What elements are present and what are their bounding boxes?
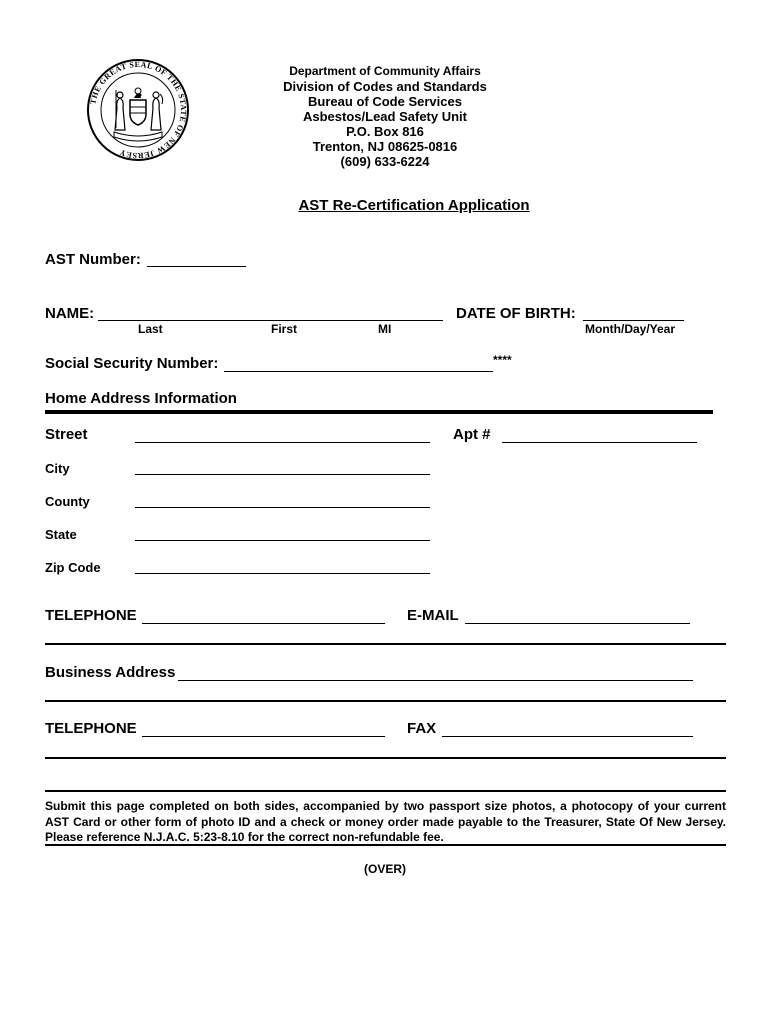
division-name: Division of Codes and Standards	[283, 79, 487, 94]
dob-format-hint: Month/Day/Year	[585, 322, 676, 336]
city-label: City	[45, 461, 70, 476]
agency-header	[230, 63, 540, 169]
city-field[interactable]	[135, 474, 430, 475]
business-telephone-field[interactable]	[142, 736, 385, 737]
business-address-label: Business Address	[45, 664, 176, 681]
business-address-field[interactable]	[178, 680, 693, 681]
telephone-label: TELEPHONE	[45, 607, 137, 624]
section-divider	[45, 410, 713, 414]
section-divider	[45, 757, 726, 759]
business-telephone-label: TELEPHONE	[45, 720, 137, 737]
fax-label: FAX	[407, 720, 437, 737]
over-indicator: (OVER)	[364, 862, 406, 876]
name-label: NAME:	[45, 305, 95, 322]
apt-field[interactable]	[502, 442, 697, 443]
county-label: County	[45, 494, 90, 509]
nj-state-seal	[86, 58, 190, 162]
email-field[interactable]	[465, 623, 690, 624]
name-sublabel-last: Last	[138, 322, 163, 336]
city-state-zip: Trenton, NJ 08625-0816	[312, 139, 458, 154]
street-label: Street	[45, 426, 88, 443]
ssn-label: Social Security Number:	[45, 355, 219, 372]
name-sublabel-mi: MI	[378, 322, 392, 336]
county-field[interactable]	[135, 507, 430, 508]
unit-name: Asbestos/Lead Safety Unit	[303, 109, 467, 124]
ssn-masked-suffix: ****	[493, 353, 512, 367]
state-field[interactable]	[135, 540, 430, 541]
zip-code-field[interactable]	[135, 573, 430, 574]
ast-number-label: AST Number:	[45, 251, 141, 268]
fax-field[interactable]	[442, 736, 693, 737]
telephone-field[interactable]	[142, 623, 385, 624]
seal-text: THE GREAT SEAL OF THE STATE OF NEW JERSEY	[88, 59, 189, 161]
po-box: P.O. Box 816	[346, 124, 424, 139]
ast-number-field[interactable]	[147, 266, 246, 267]
notice-bottom-border	[45, 844, 726, 846]
seal-graphic	[86, 58, 190, 162]
zip-code-label: Zip Code	[45, 560, 101, 575]
section-divider	[45, 700, 726, 702]
dob-label: DATE OF BIRTH:	[456, 305, 576, 322]
section-divider	[45, 643, 726, 645]
form-title: AST Re-Certification Application	[298, 197, 530, 214]
name-field[interactable]	[98, 320, 443, 321]
home-address-heading: Home Address Information	[45, 390, 237, 407]
state-label: State	[45, 527, 77, 542]
bureau-name: Bureau of Code Services	[308, 94, 462, 109]
department-name: Department of Community Affairs	[289, 64, 481, 78]
ssn-field[interactable]	[224, 371, 493, 372]
email-label: E-MAIL	[407, 607, 459, 624]
notice-top-border	[45, 790, 726, 792]
submission-instructions: Submit this page completed on both sides, accompanied by two passport size photos, a photocopy of your current AST Card or other form of photo ID and a check or money order made payable to the Treasurer, State Of New Jersey. Please reference N.J.A.C. 5:23-8.10 for the correct non-refundable fee.	[45, 799, 726, 844]
agency-phone: (609) 633-6224	[340, 154, 430, 169]
name-sublabel-first: First	[271, 322, 298, 336]
apt-label: Apt #	[453, 426, 491, 443]
dob-field[interactable]	[583, 320, 684, 321]
street-field[interactable]	[135, 442, 430, 443]
